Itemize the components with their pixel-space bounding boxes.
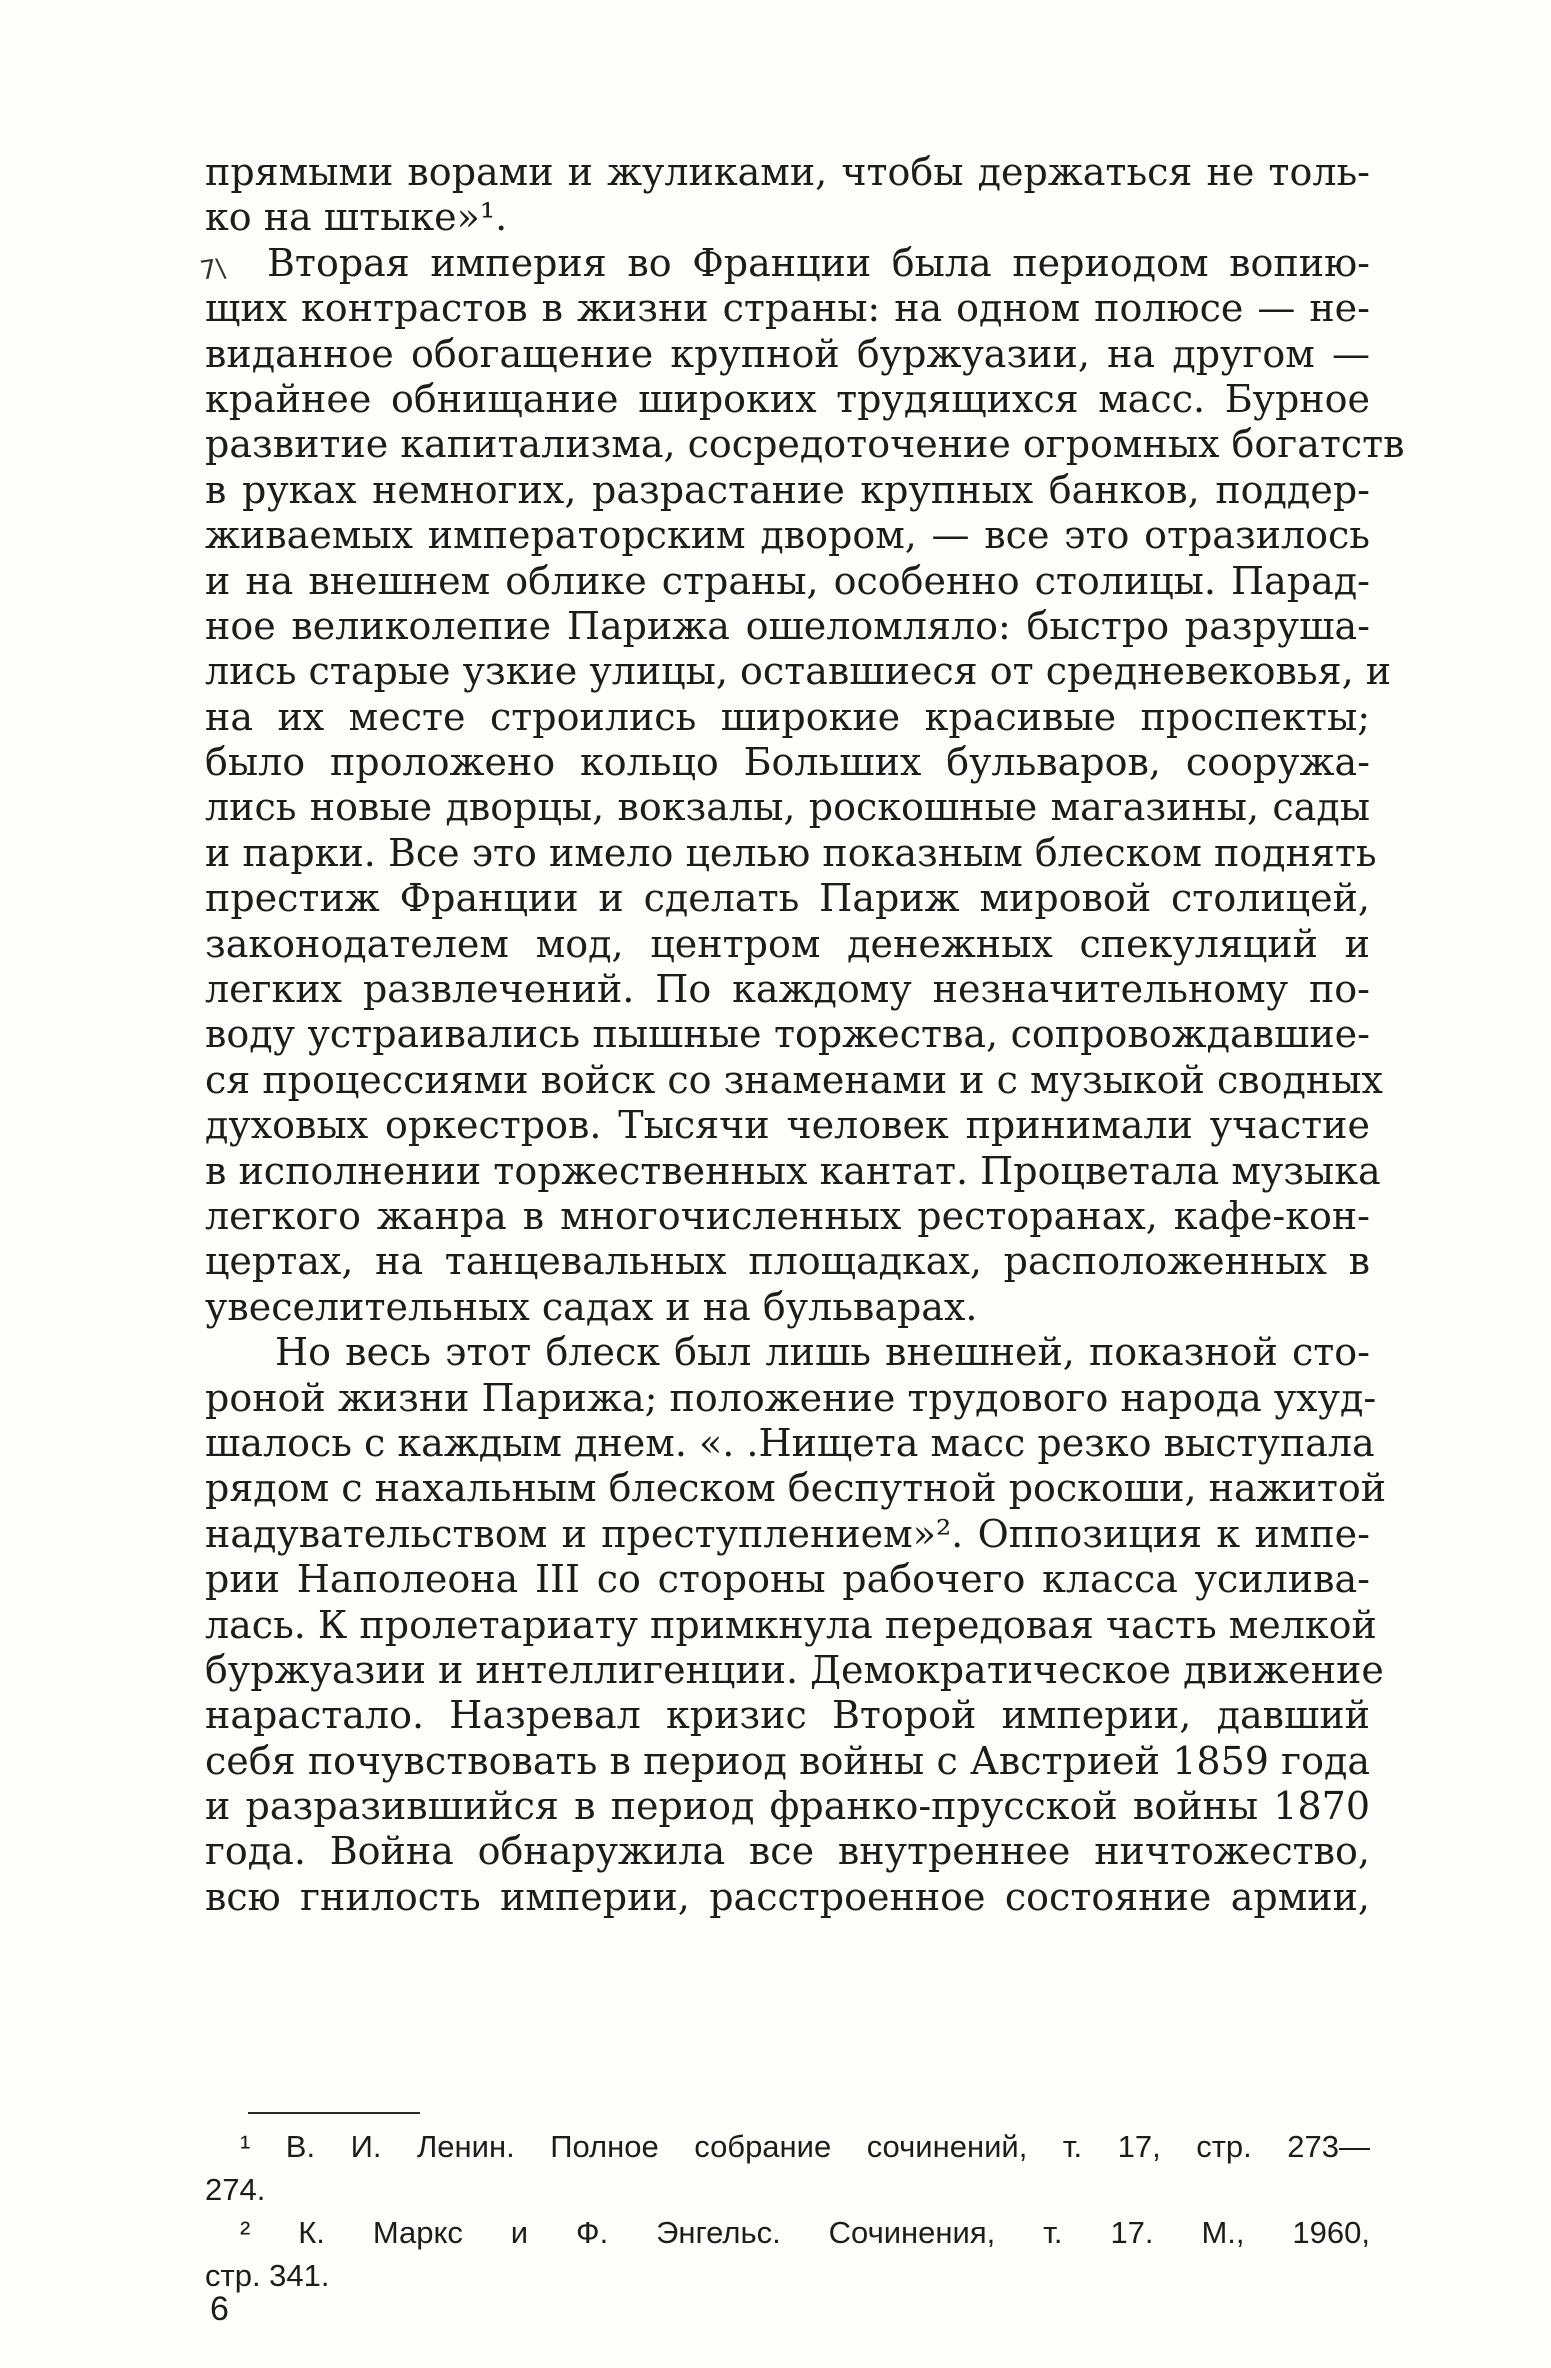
page-number: 6 xyxy=(210,2290,229,2328)
body-line: законодателем мод, центром денежных спекуляций и xyxy=(205,921,1370,966)
body-line: буржуазии и интеллигенции. Демократическое движение xyxy=(205,1647,1384,1692)
body-line: цертах, на танцевальных площадках, расположенных в xyxy=(205,1239,1370,1284)
body-line: ное великолепие Парижа ошеломляло: быстро разруша- xyxy=(205,603,1370,648)
body-line: крайнее обнищание широких трудящихся масс. Бурное xyxy=(205,376,1370,421)
body-line: роной жизни Парижа; положение трудового народа ухуд- xyxy=(205,1375,1377,1420)
body-line: нарастало. Назревал кризис Второй империи, давший xyxy=(205,1693,1370,1738)
footnote-line: ² К. Маркс и Ф. Энгельс. Сочинения, т. 17. М., 1960, xyxy=(240,2215,1370,2250)
body-line: живаемых императорским двором, — все это отразилось xyxy=(205,513,1370,558)
footnote-line: ¹ В. И. Ленин. Полное собрание сочинений, т. 17, стр. 273— xyxy=(240,2129,1370,2164)
body-line: Но весь этот блеск был лишь внешней, показной сто- xyxy=(275,1330,1370,1375)
body-line: шалось с каждым днем. «. .Нищета масс резко выступала xyxy=(205,1420,1375,1465)
body-line: прямыми ворами и жуликами, чтобы держаться не толь- xyxy=(205,150,1370,194)
body-line: себя почувствовать в период войны с Австрией 1859 года xyxy=(205,1738,1370,1783)
body-line: развитие капитализма, сосредоточение огромных богатств xyxy=(205,422,1405,467)
body-line: года. Война обнаружила все внутреннее ничтожество, xyxy=(205,1829,1370,1874)
body-line: надувательством и преступлением»². Оппозиция к импе- xyxy=(205,1511,1370,1556)
body-line: легких развлечений. По каждому незначительному по- xyxy=(205,967,1370,1012)
footnotes xyxy=(205,2125,1370,2297)
body-line: всю гнилость империи, расстроенное состояние армии, xyxy=(205,1874,1370,1919)
body-line: и разразившийся в период франко-прусской войны 1870 xyxy=(205,1784,1370,1829)
body-line: увеселительных садах и на бульварах. xyxy=(205,1284,978,1329)
body-line: лись новые дворцы, вокзалы, роскошные магазины, сады xyxy=(205,785,1370,830)
body-text xyxy=(205,150,1405,1920)
body-line: Вторая империя во Франции была периодом вопию- xyxy=(267,240,1370,285)
body-line: рядом с нахальным блеском беспутной роскоши, нажитой xyxy=(205,1466,1387,1511)
footnote-divider xyxy=(248,2112,420,2114)
footnote-line: 274. xyxy=(205,2172,266,2207)
body-line: на их месте строились широкие красивые проспекты; xyxy=(205,694,1370,739)
body-line: лась. К пролетариату примкнула передовая часть мелкой xyxy=(205,1602,1377,1647)
footnote-line: стр. 341. xyxy=(205,2258,330,2293)
body-line: в исполнении торжественных кантат. Процветала музыка xyxy=(205,1148,1381,1193)
body-line: рии Наполеона III со стороны рабочего класса усилива- xyxy=(205,1557,1370,1602)
body-line: и парки. Все это имело целью показным блеском поднять xyxy=(205,830,1377,875)
body-line: было проложено кольцо Больших бульваров, сооружа- xyxy=(205,740,1370,785)
body-line: духовых оркестров. Тысячи человек принимали участие xyxy=(205,1103,1370,1148)
body-line: воду устраивались пышные торжества, сопровождавшие- xyxy=(205,1012,1370,1057)
body-line: и на внешнем облике страны, особенно столицы. Парад- xyxy=(205,558,1370,603)
body-line: в руках немногих, разрастание крупных банков, поддер- xyxy=(205,467,1370,512)
body-line: щих контрастов в жизни страны: на одном полюсе — не- xyxy=(205,286,1370,331)
body-line: престиж Франции и сделать Париж мировой столицей, xyxy=(205,876,1370,921)
body-line: ко на штыке»¹. xyxy=(205,195,508,240)
handwritten-margin-mark: 7\ xyxy=(198,253,228,287)
body-line: легкого жанра в многочисленных ресторанах, кафе-кон- xyxy=(205,1193,1370,1238)
body-line: виданное обогащение крупной буржуазии, на другом — xyxy=(205,331,1370,376)
body-line: лись старые узкие улицы, оставшиеся от средневековья, и xyxy=(205,649,1392,694)
body-line: ся процессиями войск со знаменами и с музыкой сводных xyxy=(205,1057,1383,1102)
